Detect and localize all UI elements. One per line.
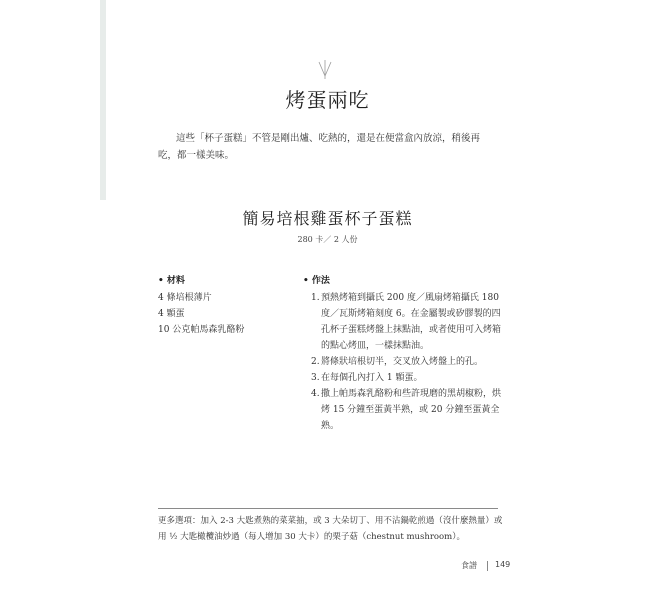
step-text: 在每個孔內打入 1 顆蛋。 bbox=[321, 373, 423, 383]
method-steps bbox=[303, 290, 503, 434]
footer-section-label: 食譜 bbox=[461, 561, 477, 570]
more-options-note: 更多選項：加入 2-3 大匙煮熟的菜菜抽，或 3 大朵切丁、用不沾鍋乾煎過（沒什麼熱量）或用 ½ 大匙橄欖油炒過（每人增加 30 大卡）的栗子菇（chestnut mushroom）。 bbox=[158, 516, 503, 542]
ingredient-item: 4 顆蛋 bbox=[158, 309, 185, 319]
ingredients-section bbox=[158, 273, 298, 338]
ingredients-heading: • 材料 bbox=[158, 276, 185, 286]
note-divider bbox=[158, 508, 498, 509]
step-number: 1. bbox=[311, 293, 320, 303]
step-number: 2. bbox=[311, 357, 320, 367]
intro-text: 這些「杯子蛋糕」不管是剛出爐、吃熱的，還是在便當盒內放涼，稍後再吃，都一樣美味。 bbox=[158, 133, 481, 161]
step-number: 3. bbox=[311, 373, 320, 383]
footer-divider bbox=[487, 561, 488, 571]
page-number: 149 bbox=[495, 560, 511, 569]
method-step bbox=[303, 354, 503, 370]
page-title: 烤蛋兩吃 bbox=[285, 88, 370, 112]
method-section bbox=[303, 273, 503, 434]
step-number: 4. bbox=[311, 389, 320, 399]
intro-paragraph bbox=[158, 130, 498, 164]
ingredient-item: 10 公克帕馬森乳酪粉 bbox=[158, 325, 245, 335]
step-text: 預熱烤箱到攝氏 200 度／風扇烤箱攝氏 180 度／瓦斯烤箱刻度 6。在金屬製或矽膠製的四孔杯子蛋糕烤盤上抹點油，或者使用可入烤箱的點心烤皿，一樣抹點油。 bbox=[321, 293, 502, 351]
recipe-title: 簡易培根雞蛋杯子蛋糕 bbox=[242, 209, 413, 228]
page-footer bbox=[440, 560, 520, 574]
method-step bbox=[303, 386, 503, 434]
ingredients-list bbox=[158, 290, 298, 338]
wheat-ornament-icon bbox=[313, 58, 337, 80]
serving-info: 280 卡／ 2 人份 bbox=[297, 235, 358, 244]
method-step bbox=[303, 370, 503, 386]
method-step bbox=[303, 290, 503, 354]
step-text: 撒上帕馬森乳酪粉和些許現磨的黑胡椒粉，烘烤 15 分鐘至蛋黃半熟，或 20 分鐘至蛋黃全熟。 bbox=[321, 389, 502, 431]
step-text: 將條狀培根切半，交叉放入烤盤上的孔。 bbox=[321, 357, 484, 367]
ingredient-item: 4 條培根薄片 bbox=[158, 293, 212, 303]
method-heading: • 作法 bbox=[303, 276, 330, 286]
